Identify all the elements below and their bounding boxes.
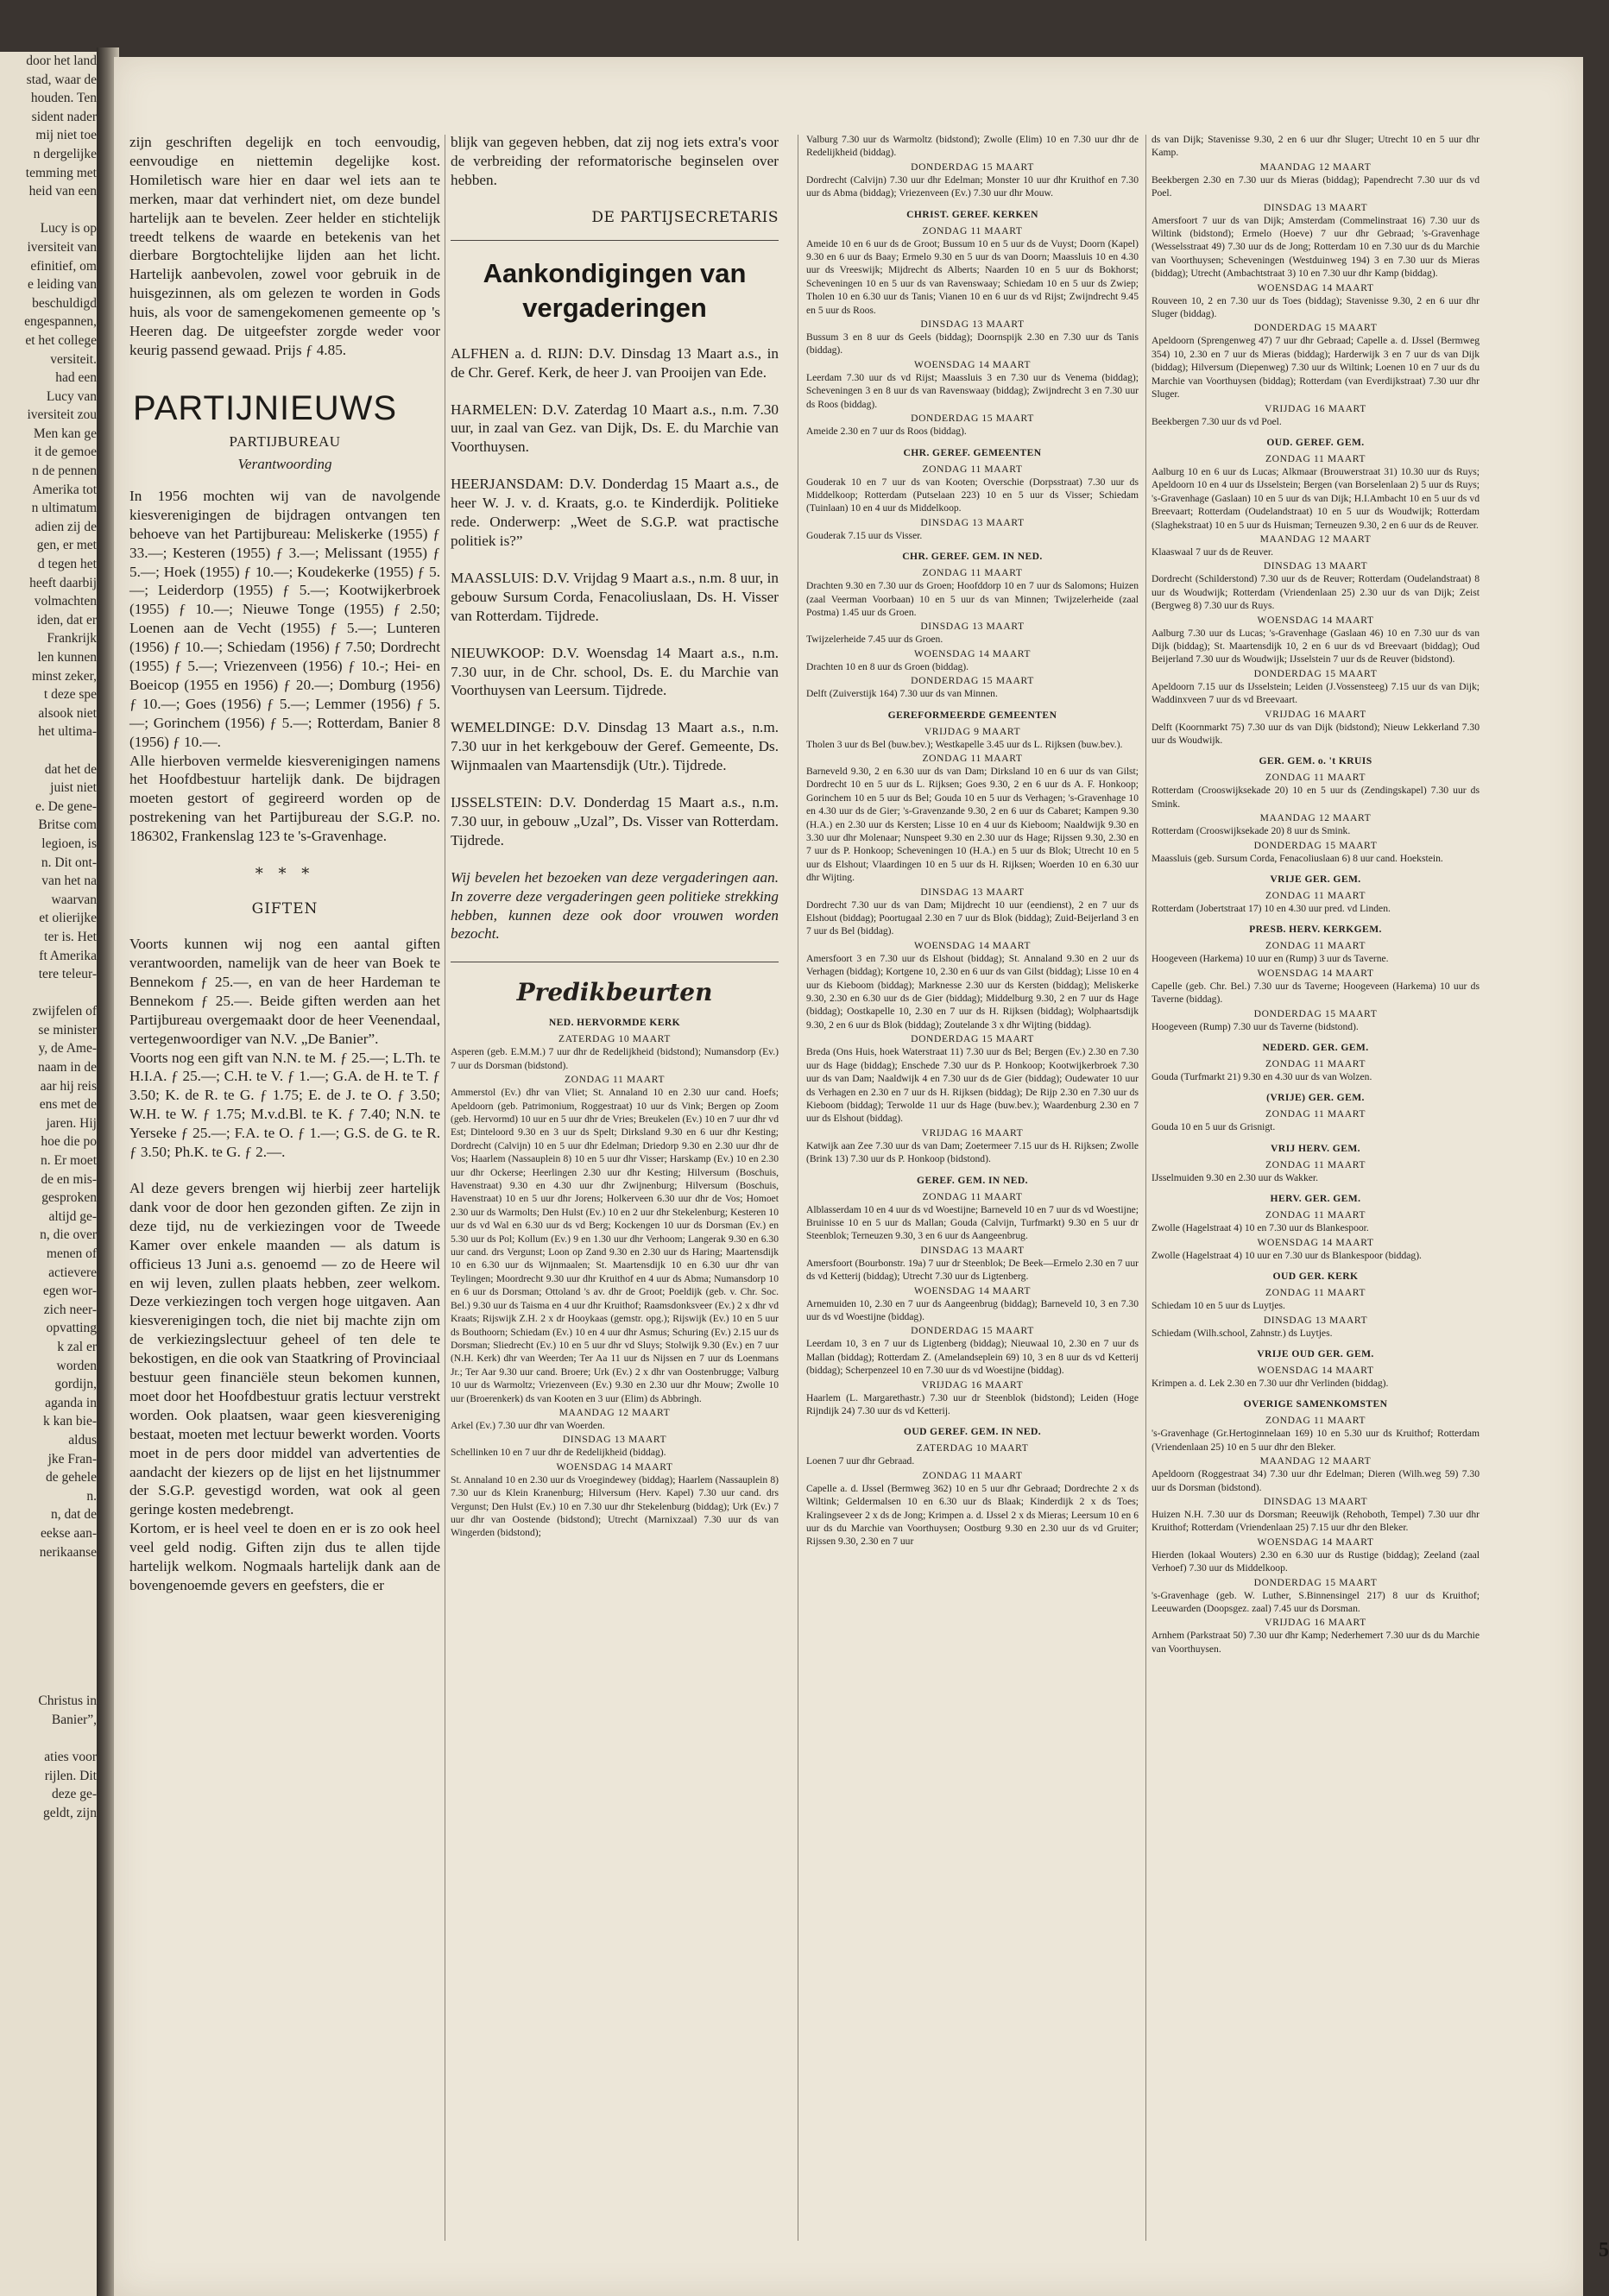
previous-page-line: zwijfelen of	[32, 1004, 97, 1019]
day-heading: MAANDAG 12 MAART	[1259, 161, 1372, 173]
day-heading: DINSDAG 13 MAART	[562, 1434, 667, 1446]
service-list: Dordrecht (Schilderstond) 7.30 uur ds de Reuver; Rotterdam (Oudelandstraat) 8 uur ds Woudwijk; Rotterdam (Vriendenlaan 25) 2.30 uur ds van Dijk; Zeist (Bergweg 8) 7.30 uur ds Ruys.	[1152, 573, 1480, 612]
previous-page-line: iversiteit van	[27, 239, 97, 255]
day-heading: ZONDAG 11 MAART	[922, 224, 1023, 237]
previous-page-line: naam in de	[37, 1060, 97, 1075]
previous-page-line: worden	[56, 1358, 97, 1373]
paragraph-gifts-2: Voorts nog een gift van N.N. te M. ƒ 25.—; L.Th. te H.I.A. ƒ 25.—; C.H. te V. ƒ 1.—; G.A. de H. te T. ƒ 3.50; K. de R. te G. ƒ 1.75; E. de J. te O. ƒ 3.50; W.H. te W. ƒ 1.75; M.v.d.Bl. te K. ƒ 7.40; N.N. te Yerseke ƒ 25.—; F.A. te O. ƒ 1.—; G.S. de G. te R. ƒ 3.50; Ph.K. te G. ƒ 2.—.	[129, 1049, 440, 1161]
previous-page-line: temming met	[25, 165, 97, 180]
previous-page-line: de en mis-	[41, 1171, 97, 1187]
service-list: Gouderak 7.15 uur ds Visser.	[806, 529, 923, 541]
day-heading: DINSDAG 13 MAART	[1263, 201, 1368, 213]
day-heading: WOENSDAG 14 MAART	[913, 358, 1032, 370]
day-heading: DONDERDAG 15 MAART	[911, 161, 1034, 173]
previous-page-line: aldus	[68, 1432, 97, 1448]
day-heading: ZONDAG 11 MAART	[922, 1190, 1023, 1202]
day-heading: ZONDAG 11 MAART	[1265, 1158, 1366, 1170]
day-heading: WOENSDAG 14 MAART	[1257, 1536, 1374, 1548]
service-list: Amersfoort 7 uur ds van Dijk; Amsterdam (Commelinstraat 16) 7.30 uur ds Wiltink (bidstond); Ermelo (Hoeve) 7 uur dhr Gebraad; 's-Gravenhage (Wesselsstraat 49) 7.30 uur ds de Jong; Rotterdam 10 en 7.30 uur ds du Marchie van Voorthuysen; Scheveningen (Westduinweg 194) 3 en 7.30 uur ds Mieras (biddag); Utrecht (Ambachtstraat 3) 10 en 7.30 uur dhr Kamp (biddag).	[1152, 214, 1480, 280]
day-heading: DINSDAG 13 MAART	[1263, 1495, 1368, 1507]
previous-page-line	[0, 1636, 102, 1655]
previous-page-line: legioen, is	[41, 836, 97, 851]
previous-page-line: t deze spe	[43, 687, 97, 703]
previous-page-line: e. De gene-	[35, 798, 97, 814]
service-list: Rotterdam (Jobertstraat 17) 10 en 4.30 uur pred. vd Linden.	[1152, 903, 1391, 915]
previous-page-line: heid van een	[28, 184, 97, 199]
previous-page-line: it de gemoe	[34, 445, 97, 460]
previous-page-line: n de pennen	[32, 464, 97, 479]
previous-page-line: alsook niet	[38, 705, 97, 721]
church-heading: NEDERD. GER. GEM.	[1262, 1042, 1369, 1054]
service-list: Dordrecht 7.30 uur ds van Dam; Mijdrecht 10 uur (eendienst), 2 en 7 uur ds Elshout (biddag); Poortugaal 2.30 en 7 uur ds Blok (biddag); Zuid-Beijerland 3 en 7 uur ds Bel (biddag).	[806, 899, 1139, 937]
service-list: Drachten 9.30 en 7.30 uur ds Groen; Hoofddorp 10 en 7 uur ds Salomons; Huizen (zaal Veerman Voorbaan) 10 en 5 uur ds van Minnen; Twijzelerheide (zaal Postma) 1.45 uur ds Groen.	[806, 580, 1139, 618]
previous-page-line: de gehele	[46, 1470, 97, 1485]
previous-page-line: ft Amerika	[39, 948, 97, 963]
previous-page-line: mij niet toe	[35, 128, 97, 143]
section-title-partijnieuws: PARTIJNIEUWS	[133, 388, 398, 427]
previous-page-line: actievere	[48, 1265, 97, 1280]
previous-page-line: se minister	[38, 1022, 97, 1038]
church-heading: GER. GEM. o. 't KRUIS	[1259, 755, 1372, 767]
previous-page-line: gesproken	[41, 1190, 97, 1206]
service-list: Hoogeveen (Harkema) 10 uur en (Rump) 3 uur ds Taverne.	[1152, 953, 1389, 965]
day-heading: DINSDAG 13 MAART	[920, 516, 1025, 528]
previous-page-line: Christus in	[38, 1694, 97, 1709]
previous-page-line	[0, 1580, 102, 1599]
previous-page-line: volmachten	[34, 594, 97, 609]
previous-page-line: opvatting	[46, 1321, 97, 1336]
previous-page-line: n ultimatum	[31, 501, 97, 516]
service-list: Haarlem (L. Margarethastr.) 7.30 uur dr Steenblok (bidstond); Leiden (Hoge Rijndijk 24) 7.30 uur ds vd Ketterij.	[806, 1391, 1139, 1416]
previous-page-line	[0, 741, 102, 760]
day-heading: DONDERDAG 15 MAART	[911, 1033, 1034, 1045]
day-heading: MAANDAG 12 MAART	[1259, 533, 1372, 545]
previous-page-line: ter is. Het	[44, 929, 97, 944]
day-heading: WOENSDAG 14 MAART	[1257, 967, 1374, 979]
previous-page-line: n, die over	[40, 1227, 97, 1243]
service-list: Amersfoort (Bourbonstr. 19a) 7 uur dr Steenblok; De Beek—Ermelo 2.30 en 7 uur ds vd Ketterij (biddag); Utrecht 7.30 uur ds Ligtenberg.	[806, 1257, 1139, 1283]
service-list: Barneveld 9.30, 2 en 6.30 uur ds van Dam; Dirksland 10 en 6 uur ds van Gilst; Dordrecht 10 en 5 uur ds L. Rijksen; Goes 9.30, 2 en 6 uur ds A. F. Honkoop; Gorinchem 10 en 5 uur ds Bel; Gouda 10 en 5 uur ds Verhagen; 's-Gravenhage 10 en 4.30 uur ds de Gier; 's-Gravenzande 9.30, 2 en 6 uur ds Cabaret; Kampen 9.30 (H.A.) en 2.30 uur ds Kersten; Lisse 10 en 4 uur ds Kieboom; Naaldwijk 9.30 en 3.30 uur dhr Molenaar; Nunspeet 9.30 en 2.30 uur ds Hage; Rijssen 9.30, 2.30 en 7 uur ds P. Honkoop; Scheveningen 10 (H.A.) en 5 uur ds Blok; Utrecht 10 en 5 uur ds Elshout; Vlaardingen 10 en 5 uur ds H. Rijksen; Woerden 10 en 6.30 uur dhr Wijting.	[806, 765, 1139, 884]
previous-page-line: houden. Ten	[30, 91, 97, 106]
service-list: Dordrecht (Calvijn) 7.30 uur dhr Edelman; Monster 10 uur dhr Kruithof en 7.30 uur ds Abma (biddag); Vriezenveen (Ev.) 7.30 uur dhr Mouw.	[806, 173, 1139, 199]
subheading-giften: GIFTEN	[251, 900, 319, 918]
previous-page-line: n, dat de	[51, 1507, 97, 1523]
previous-page-line: Amerika tot	[32, 482, 97, 497]
service-list: Zwolle (Hagelstraat 4) 10 uur en 7.30 uur ds Blankespoor (biddag).	[1152, 1249, 1422, 1261]
column-1	[129, 133, 440, 1595]
day-heading: DINSDAG 13 MAART	[920, 1244, 1025, 1256]
column-4	[1152, 133, 1480, 1656]
previous-page-line	[0, 201, 102, 220]
previous-page-line	[0, 1599, 102, 1618]
previous-page-line: menen of	[46, 1246, 97, 1261]
column-rule	[1145, 135, 1146, 2241]
previous-page-line: n dergelijke	[33, 146, 97, 161]
previous-page-line: gen, er met	[36, 538, 97, 553]
service-list: Gouderak 10 en 7 uur ds van Kooten; Overschie (Dorpsstraat) 7.30 uur ds Middelkoop; Rotterdam (Putselaan 223) 10 en 5 uur ds Visser; Schiedam (Tuinlaan) 10 en 4 uur ds Middelkoop.	[806, 476, 1139, 514]
announcement-item: NIEUWKOOP: D.V. Woensdag 14 Maart a.s., n.m. 7.30 uur, in de Chr. school, Ds. E. du Marchie van Voorthuysen van Leersum. Tijdrede.	[451, 644, 779, 699]
previous-page-line: Britse com	[38, 817, 97, 833]
announcement-item: ALFHEN a. d. RIJN: D.V. Dinsdag 13 Maart a.s., in de Chr. Geref. Kerk, de heer J. van Prooijen van Ede.	[451, 344, 779, 381]
day-heading: WOENSDAG 14 MAART	[913, 939, 1032, 951]
signature: DE PARTIJSECRETARIS	[591, 208, 779, 226]
paragraph-gifts-3: Al deze gevers brengen wij hierbij zeer hartelijk dank voor de door hen gezonden giften. Ze zijn in deze tijd, nu de verkiezingen voor de Tweede Kamer over enkele maanden — als datum is officieus 13 Juni a.s. genoemd — zo de Heere wil en wij leven, zullen plaats hebben, zeer welkom. Deze verkiezingen toch vergen hoge uitgaven. Aan kiesverenigingen toch, die niet bij machte zijn om de verkiezingslectuur geheel of ten dele te bekostigen, en die ook van Staatkring of Provinciaal bestuur geen financiële steun bekomen kunnen, moet door het Hoofdbestuur gratis lectuur verstrekt worden. Ook plaatsen, waar geen kiesvereniging bestaat, moeten met lectuur bewerkt worden. Voorts moet in de pers door middel van advertenties de aandacht der kiezers op de lijst en het lijstnummer der S.G.P. gevestigd worden, wat ook al geen geringe kosten medebrengt.	[129, 1179, 440, 1518]
announcement-item: HARMELEN: D.V. Zaterdag 10 Maart a.s., n.m. 7.30 uur, in zaal van Gez. van Dijk, Ds. E. du Marchie van Voorthuysen.	[451, 401, 779, 456]
day-heading: MAANDAG 12 MAART	[1259, 812, 1372, 824]
day-heading: DINSDAG 13 MAART	[920, 621, 1025, 633]
column-2	[451, 133, 779, 1540]
previous-page-line: e leiding van	[27, 277, 97, 293]
day-heading: ZONDAG 11 MAART	[922, 463, 1023, 475]
predikbeurten-title: Predikbeurten	[516, 978, 713, 1007]
announcement-item: WEMELDINGE: D.V. Dinsdag 13 Maart a.s., n.m. 7.30 uur in het kerkgebouw der Geref. Gemeente, Ds. Wijnmaalen van Maartensdijk (Utr.). Tijdrede.	[451, 719, 779, 774]
previous-page-line: sident nader	[31, 109, 97, 124]
previous-page-text	[0, 52, 102, 1822]
day-heading: ZONDAG 11 MAART	[564, 1074, 666, 1086]
previous-page-line: d tegen het	[37, 557, 97, 572]
service-list: Arnhem (Parkstraat 50) 7.30 uur dhr Kamp; Nederhemert 7.30 uur ds du Marchie van Voorthuysen.	[1152, 1630, 1480, 1655]
service-list: Rotterdam (Crooswijksekade 20) 8 uur ds Smink.	[1152, 825, 1351, 837]
day-heading: WOENSDAG 14 MAART	[1257, 281, 1374, 293]
previous-page-line: Men kan ge	[33, 426, 97, 441]
previous-page-line: iden, dat er	[36, 612, 97, 628]
previous-page-line	[0, 1729, 102, 1748]
service-list: Maassluis (geb. Sursum Corda, Fenacoliuslaan 6) 8 uur cand. Hoekstein.	[1152, 852, 1443, 864]
service-list: Gouda 10 en 5 uur ds Grisnigt.	[1152, 1121, 1276, 1133]
service-list: Bussum 3 en 8 uur ds Geels (biddag); Doornspijk 2.30 en 7.30 uur ds Tanis (biddag).	[806, 331, 1139, 356]
service-list: Beekbergen 7.30 uur ds vd Poel.	[1152, 415, 1282, 427]
previous-page-line: ens met de	[39, 1097, 97, 1113]
day-heading: VRIJDAG 16 MAART	[1265, 1617, 1366, 1629]
service-list: Gouda (Turfmarkt 21) 9.30 en 4.30 uur ds van Wolzen.	[1152, 1071, 1372, 1083]
church-heading: OUD GER. KERK	[1272, 1271, 1359, 1283]
previous-page-line: k zal er	[57, 1339, 97, 1354]
service-list: Breda (Ons Huis, hoek Waterstraat 11) 7.30 uur ds Bel; Bergen (Ev.) 2.30 en 7.30 uur ds Hage (biddag); Enschede 7.30 uur ds P. Honkoop; Kootwijkerbroek 7.30 uur ds van Dam; Naaldwijk 4 en 7.30 uur ds de Gier (biddag); Oudewater 10 uur ds Verhagen en 2.30 en 7 uur ds H. Rijksen (biddag); De Rijp 2.30 en 7.30 uur ds Kieboom (biddag); Terwolde 11 uur ds Hage (buw.bev.); Waardenburg 2.30 en 7 uur ds Elshout (biddag).	[806, 1046, 1139, 1125]
previous-page-line: eekse aan-	[41, 1525, 97, 1541]
asterism-divider: * * *	[255, 865, 315, 884]
day-heading: DINSDAG 13 MAART	[1263, 560, 1368, 572]
announcement-note: Wij bevelen het bezoeken van deze vergaderingen aan. In zoverre deze vergaderingen geen politieke strekking hebben, kunnen deze ook door vrouwen worden bezocht.	[451, 868, 779, 943]
previous-page-line: jke Fran-	[47, 1451, 97, 1467]
day-heading: ZONDAG 11 MAART	[1265, 1058, 1366, 1070]
church-heading: HERV. GER. GEM.	[1270, 1193, 1361, 1205]
previous-page-line	[0, 1655, 102, 1674]
announcement-item: MAASSLUIS: D.V. Vrijdag 9 Maart a.s., n.m. 8 uur, in gebouw Sursum Corda, Fenacoliuslaan, Ds. H. Visser van Rotterdam. Tijdrede.	[451, 569, 779, 624]
previous-page-line: n. Er moet	[41, 1153, 97, 1169]
service-list: Apeldoorn 7.15 uur ds IJsselstein; Leiden (J.Vossensteeg) 7.15 uur ds van Dijk; Waddinxveen 7 uur ds vd Breevaart.	[1152, 680, 1480, 706]
church-heading: NED. HERVORMDE KERK	[548, 1017, 681, 1029]
previous-page-line: n.	[86, 1488, 97, 1504]
day-heading: VRIJDAG 9 MAART	[924, 725, 1021, 737]
previous-page-line: heeft daarbij	[29, 575, 97, 590]
service-list: Capelle a. d. IJssel (Bermweg 362) 10 en 5 uur dhr Gebraad; Dordrechte 2 x ds Wiltink; Geldermalsen 10 en 6.30 uur ds Blaak; Kinderdijk 2 x ds Toes; Kralingseveer 2 x ds de Jong; Krimpen a. d. IJssel 2 x ds Mieras; Leersum 10 en 6 uur ds du Marchie van Voorthuysen; Oostburg 9.30 en 2.30 uur ds vd Gruiter; Rijssen 9.30, 2.30 en 7 uur	[806, 1482, 1139, 1548]
service-list: Rouveen 10, 2 en 7.30 uur ds Toes (biddag); Stavenisse 9.30, 2 en 6 uur dhr Sluger (biddag).	[1152, 294, 1480, 320]
previous-page-line: Lucy is op	[40, 221, 97, 237]
subheading-partijbureau: PARTIJBUREAU	[229, 432, 341, 450]
day-heading: DINSDAG 13 MAART	[1263, 1314, 1368, 1326]
previous-page-line: zich neer-	[43, 1302, 97, 1317]
service-list: Hoogeveen (Rump) 7.30 uur ds Taverne (bidstond).	[1152, 1020, 1359, 1032]
day-heading: ZONDAG 11 MAART	[1265, 890, 1366, 902]
service-list: Apeldoorn (Sprengenweg 47) 7 uur dhr Gebraad; Capelle a. d. IJssel (Bermweg 354) 10, 2.30 en 7 uur ds Mieras (biddag); Harderwijk 3 en 7 uur ds van Dijk (biddag); Hilversum (Diepenweg) 7.30 uur ds Wiltink; Loenen 10 en 7 uur ds du Marchie van Voorthuysen (biddag); Rotterdam (van Everdijkstraat) 7.30 uur dhr Sluger.	[1152, 335, 1480, 401]
church-heading: PRESB. HERV. KERKGEM.	[1249, 924, 1382, 936]
day-heading: VRIJDAG 16 MAART	[1265, 708, 1366, 720]
paragraph-gifts-4: Kortom, er is heel veel te doen en er is zo ook heel veel geld nodig. Giften zijn dus te allen tijde hartelijk welkom. Nogmaals hartelijk dank aan de bovengenoemde gevers en geefsters, die er	[129, 1520, 440, 1593]
previous-page-line: van het na	[41, 874, 97, 889]
day-heading: MAANDAG 12 MAART	[558, 1406, 671, 1418]
service-list: Schiedam 10 en 5 uur ds Luytjes.	[1152, 1300, 1285, 1312]
previous-page-line: Banier”,	[51, 1712, 97, 1727]
service-list: ds van Dijk; Stavenisse 9.30, 2 en 6 uur dhr Sluger; Utrecht 10 en 5 uur dhr Kamp.	[1152, 134, 1480, 159]
church-heading: OUD. GEREF. GEM.	[1266, 436, 1365, 448]
service-list: IJsselmuiden 9.30 en 2.30 uur ds Wakker.	[1152, 1171, 1319, 1183]
day-heading: WOENSDAG 14 MAART	[1257, 1236, 1374, 1248]
day-heading: DINSDAG 13 MAART	[920, 886, 1025, 898]
previous-page-line: jaren. Hij	[46, 1115, 97, 1131]
previous-page-line: geldt, zijn	[43, 1805, 97, 1820]
day-heading: ZONDAG 11 MAART	[1265, 940, 1366, 952]
day-heading: WOENSDAG 14 MAART	[556, 1460, 673, 1473]
day-heading: DONDERDAG 15 MAART	[911, 413, 1034, 425]
day-heading: WOENSDAG 14 MAART	[913, 1284, 1032, 1296]
service-list: Delft (Koornmarkt 75) 7.30 uur ds van Dijk (bidstond); Nieuw Lekkerland 7.30 uur ds Woudwijk.	[1152, 721, 1480, 746]
church-heading: VRIJ HERV. GEM.	[1271, 1142, 1360, 1154]
page-number: 5	[1599, 2239, 1609, 2261]
day-heading: VRIJDAG 16 MAART	[1265, 402, 1366, 414]
day-heading: DONDERDAG 15 MAART	[911, 1325, 1034, 1337]
service-list: Valburg 7.30 uur ds Warmoltz (bidstond); Zwolle (Elim) 10 en 7.30 uur dhr de Redelijkheid (biddag).	[806, 134, 1139, 159]
day-heading: DONDERDAG 15 MAART	[1253, 667, 1378, 679]
previous-page-line: adien zij de	[35, 519, 97, 534]
service-list: Ameide 2.30 en 7 uur ds Roos (biddag).	[806, 426, 967, 438]
day-heading: WOENSDAG 14 MAART	[1257, 1364, 1374, 1376]
service-list: Hierden (lokaal Wouters) 2.30 en 6.30 uur ds Rustige (biddag); Zeeland (zaal Verhoef) 7.30 uur ds Middelkoop.	[1152, 1549, 1480, 1574]
church-heading: GEREF. GEM. IN NED.	[917, 1174, 1028, 1186]
previous-page-line: egen wor-	[42, 1284, 97, 1299]
service-list: Alblasserdam 10 en 4 uur ds vd Woestijne; Barneveld 10 en 7 uur ds vd Woestijne; Bruinisse 10 en 5 uur ds Mallan; Gouda (Calvijn, Turfmarkt) 9.30 en 5 uur dr Steenblok; Terneuzen 9.30, 3 en 6 uur ds Aangeenbrug.	[806, 1203, 1139, 1242]
day-heading: DONDERDAG 15 MAART	[1253, 322, 1378, 334]
church-heading: CHR. GEREF. GEMEENTEN	[903, 446, 1042, 458]
service-list: Apeldoorn (Roggestraat 34) 7.30 uur dhr Edelman; Dieren (Wilh.weg 59) 7.30 uur ds Dorsman (bidstond).	[1152, 1468, 1480, 1493]
day-heading: ZONDAG 11 MAART	[1265, 1108, 1366, 1120]
church-heading: OVERIGE SAMENKOMSTEN	[1243, 1398, 1388, 1410]
previous-page-line: juist niet	[50, 780, 97, 796]
previous-page-line: Lucy van	[46, 388, 97, 404]
service-list: Asperen (geb. E.M.M.) 7 uur dhr de Redelijkheid (bidstond); Numansdorp (Ev.) 7 uur ds Dorsman (bidstond).	[451, 1046, 779, 1071]
subheading-verantwoording: Verantwoording	[237, 455, 332, 472]
day-heading: ZONDAG 11 MAART	[922, 1469, 1023, 1481]
previous-page-line: n. Dit ont-	[41, 855, 97, 870]
page	[114, 57, 1609, 2296]
previous-page-line	[0, 1618, 102, 1637]
previous-page-line: rijlen. Dit	[44, 1768, 97, 1783]
service-list: Aalburg 7.30 uur ds Lucas; 's-Gravenhage (Gaslaan 46) 10 en 7.30 uur ds van Dijk (biddag); St. Maartensdijk 10, 2 en 6 uur ds vd Breevaart (biddag); Oud Beijerland 7.30 uur ds Woudwijk; IJsselstein 7 uur ds de Reuver (bidstond).	[1152, 627, 1480, 665]
service-list: Arnemuiden 10, 2.30 en 7 uur ds Aangeenbrug (biddag); Barneveld 10, 3 en 7.30 uur ds vd Woestijne (biddag).	[806, 1297, 1139, 1322]
service-list: Ammerstol (Ev.) dhr van Vliet; St. Annaland 10 en 2.30 uur cand. Hoefs; Apeldoorn (geb. Patrimonium, Roggestraat) 10 uur ds Vink; Bergen op Zoom (geb. Hervormd) 10 uur en 5 uur dhr de Vries; Breukelen (Ev.) 10 en 7 uur dhr vd Est; Dinteloord 9.30 en 3 uur ds Spelt; Dirksland 9.30 en 6 uur dhr Kesting; Dordrecht (Calvijn) 10 en 5 uur dhr Edelman; Driedorp 9.30 en 2.30 uur dhr de Vos; Haarlem (Nassauplein 8) 10 en 5 uur dhr Visser; Harskamp (Ev.) 10 en 2.30 uur dhr Ockerse; Heerlingen 2.30 uur dhr Kesting; Hilversum (Boschuis, Havenstraat) 9.30 en 4.30 uur dhr Zwijnenburg; Hilversum (Boschuis, Havenstraat) 10 en 5 uur dhr Jorens; Holkerveen 6.30 uur dhr de Vos; Homoet 2.30 uur ds Warmolts; Den Hulst (Ev.) 10 en 2 uur dhr Stekelenburg; Kesteren 10 uur ds vd Wal en 6.30 uur ds vd Berg; Kockengen 10 uur ds Dorsman (Ev.) en 5.30 uur ds Pol; Kollum (Ev.) 9 en 1.30 uur dhr Verhoom; Langerak 9.30 en 6.30 uur cand. drs Vergunst; Loon op Zand 9.30 en 2.30 uur ds Haring; Maartensdijk 10 en 6.30 uur ds Wijnmaalen; St. Maartensdijk 10 en 6.30 uur dhr van Teylingen; Moordrecht 9.30 uur dhr Kruithof en 4 uur ds Abma; Numansdorp 10 en 6 uur ds Dorsman; Ottoland 's av. dhr de Groot; Poeldijk (geb. v. Chr. Soc. Bel.) 9.30 uur ds Taisma en 4 uur dhr Kruithof; Raamsdonksveer (Ev.) 2 x dhr vd Kraats; Rijswijk Z.H. 2 x dr Hooykaas (gemstr. opg.); Rijswijk (Ev.) 10 en 5 uur ds Bouthoorn; Schiedam (Ev.) 10 en 4 uur dhr Asmus; Schuring (Ev.) 2.15 uur ds Dorsman; Sliedrecht (Ev.) 10 en 5 uur dhr vd Sluys; Stolwijk 9.30 (Ev.) en 7 uur (N.H. Kerk) dhr van Weerden; Ter Aa 11 uur ds Nijssen en 7 uur ds Loenmans Jr.; Ter Aar 9.30 uur cand. Broere; Urk (Ev.) 2 x dhr van Oostenbrugge; Valburg 10 uur ds Warmoltz; Vriezenveen (Ev.) 9.30 en 2.30 uur dhr Mouw; Zwolle 10 uur (Broerenkerk) ds van Kooten en 3 uur (Elim) ds Abbringh.	[451, 1087, 779, 1404]
divider	[451, 240, 779, 241]
previous-page-line: waarvan	[51, 892, 97, 907]
church-heading: GEREFORMEERDE GEMEENTEN	[887, 709, 1057, 721]
day-heading: DINSDAG 13 MAART	[920, 319, 1025, 331]
service-list: Klaaswaal 7 uur ds de Reuver.	[1152, 546, 1274, 558]
previous-page-line: minst zeker,	[31, 668, 97, 684]
continued-text: blijk van gegeven hebben, dat zij nog iets extra's voor de verbreiding der reformatorische beginselen over hebben.	[451, 134, 779, 188]
day-heading: ZONDAG 11 MAART	[922, 752, 1023, 764]
day-heading: ZONDAG 11 MAART	[922, 567, 1023, 579]
previous-page-line: hoe die po	[41, 1134, 97, 1150]
previous-page-line: stad, waar de	[26, 72, 97, 87]
previous-page-line: dat het de	[44, 761, 97, 777]
day-heading: ZONDAG 11 MAART	[1265, 1209, 1366, 1221]
day-heading: ZONDAG 11 MAART	[1265, 1415, 1366, 1427]
service-list: Arkel (Ev.) 7.30 uur dhr van Woerden.	[451, 1419, 605, 1431]
service-list: Twijzelerheide 7.45 uur ds Groen.	[806, 634, 943, 646]
announcement-item: IJSSELSTEIN: D.V. Donderdag 15 Maart a.s., n.m. 7.30 uur, in gebouw „Uzal”, Ds. Visser van Rotterdam. Tijdrede.	[451, 794, 779, 848]
previous-page-line: nerikaanse	[39, 1544, 97, 1560]
previous-page-line: het ultima-	[38, 724, 97, 740]
service-list: Tholen 3 uur ds Bel (buw.bev.); Westkapelle 3.45 uur ds L. Rijksen (buw.bev.).	[806, 738, 1123, 750]
paragraph-thanks: Alle hierboven vermelde kiesverenigingen namens het Hoofdbestuur hartelijk dank. De bijdragen moeten gestort of gegireerd worden op de postrekening van het Partijbureau der S.G.P. no. 186302, Frankenslag 123 te 's-Gravenhage.	[129, 752, 440, 845]
day-heading: ZATERDAG 10 MAART	[916, 1442, 1029, 1454]
church-heading: (VRIJE) GER. GEM.	[1266, 1092, 1365, 1104]
announcements-title: Aankondigingen van vergaderingen	[483, 257, 747, 323]
column-3	[806, 133, 1139, 1549]
service-list: Leerdam 7.30 uur ds vd Rijst; Maassluis 3 en 7.30 uur ds Venema (biddag); Scheveningen 3 en 8 uur ds van Ravenswaay (biddag); Zwijndrecht 3 en 7.30 uur ds Roos (biddag).	[806, 371, 1139, 410]
service-list: Katwijk aan Zee 7.30 uur ds van Dam; Zoetermeer 7.15 uur ds H. Rijksen; Zwolle (Brink 13) 7.30 uur ds P. Honkoop (bidstond).	[806, 1139, 1139, 1165]
previous-page-line: altijd ge-	[48, 1208, 97, 1224]
service-list: Zwolle (Hagelstraat 4) 10 en 7.30 uur ds Blankespoor.	[1152, 1222, 1369, 1234]
service-list: Drachten 10 en 8 uur ds Groen (biddag).	[806, 660, 969, 672]
service-list: Amersfoort 3 en 7.30 uur ds Elshout (biddag); St. Annaland 9.30 en 2 uur ds Verhagen (biddag); Kortgene 10, 2.30 en 6 uur ds van Gilst (biddag); Lisse 10 en 4 uur ds Kieboom (biddag); Marknesse 2.30 uur ds Kersten (biddag); Meliskerke 9.30, 2.30 en 6.30 uur ds de Gier (biddag); Middelburg 9.30, 2 en 7 uur ds Hage (biddag); Oostkapelle 10, 2.30 en 7 uur ds H. Rijksen (biddag); Wolphaartsdijk 9.30, 2 en 6 uur ds Blok (biddag); Zoutelande 3 x dhr Wijting (biddag).	[806, 952, 1139, 1031]
day-heading: ZONDAG 11 MAART	[1265, 1287, 1366, 1299]
service-list: Loenen 7 uur dhr Gebraad.	[806, 1455, 915, 1467]
service-list: Schellinken 10 en 7 uur dhr de Redelijkheid (biddag).	[451, 1447, 666, 1459]
service-list: Delft (Zuiverstijk 164) 7.30 uur ds van Minnen.	[806, 688, 998, 700]
announcement-item: HEERJANSDAM: D.V. Donderdag 15 Maart a.s., de heer W. J. v. d. Kraats, g.o. te Kinderdijk. Politieke rede. Onderwerp: „Weet de S.G.P. wat practische politiek is?”	[451, 476, 779, 549]
previous-page-line: aties voor	[44, 1750, 97, 1765]
day-heading: DONDERDAG 15 MAART	[1253, 839, 1378, 851]
church-heading: OUD GEREF. GEM. IN NED.	[903, 1426, 1042, 1438]
service-list: Huizen N.H. 7.30 uur ds Dorsman; Reeuwijk (Rehoboth, Tempel) 7.30 uur dhr Kruithof; Rotterdam (Vriendenlaan 25) 7.15 uur dhr den Bleker.	[1152, 1508, 1480, 1534]
previous-page-line: deze ge-	[51, 1787, 97, 1802]
previous-page-line: aar hij reis	[40, 1078, 97, 1094]
service-list: Ameide 10 en 6 uur ds de Groot; Bussum 10 en 5 uur ds de Vuyst; Doorn (Kapel) 9.30 en 6 uur ds Baay; Ermelo 9.30 en 5 uur ds van Doorn; Maassluis 10 en 4.30 uur ds Vreeswijk; Mijdrecht ds Alberts; Naarden 10 en 5 uur ds Bokhorst; Scheveningen 10 en 5 uur ds van Ravenswaay; Schiedam 10 en 5 uur ds Zwiep; Tholen 10 en 6.30 uur ds Tanis; Vianen 10 en 6 uur ds vd Rijst; Zwijndrecht 9.45 en 5 uur ds Roos.	[806, 237, 1139, 316]
church-heading: VRIJE GER. GEM.	[1270, 874, 1361, 886]
day-heading: DONDERDAG 15 MAART	[911, 675, 1034, 687]
previous-page-line: y, de Ame-	[38, 1041, 97, 1057]
previous-page-line	[0, 984, 102, 1003]
previous-page-line: versiteit.	[50, 351, 97, 367]
service-list: Capelle (geb. Chr. Bel.) 7.30 uur ds Taverne; Hoogeveen (Harkema) 10 uur ds Taverne (biddag).	[1152, 980, 1480, 1006]
previous-page-line: k kan bie-	[43, 1414, 97, 1429]
previous-page-line: had een	[55, 370, 97, 386]
church-heading: VRIJE OUD GER. GEM.	[1257, 1347, 1374, 1359]
previous-page-line: beschuldigd	[32, 295, 97, 311]
previous-page-edge	[0, 52, 102, 2296]
previous-page-line: aganda in	[45, 1395, 97, 1410]
day-heading: VRIJDAG 16 MAART	[921, 1126, 1024, 1139]
service-list: 's-Gravenhage (Gr.Hertoginnelaan 169) 10 en 5.30 uur ds Kruithof; Rotterdam (Vriendenlaan 25) 10 en 5 uur dhr den Bleker.	[1152, 1428, 1480, 1453]
previous-page-line: len kunnen	[37, 650, 97, 665]
previous-page-line: et olierijke	[39, 911, 97, 926]
service-list: Beekbergen 2.30 en 7.30 uur ds Mieras (biddag); Papendrecht 7.30 uur ds vd Poel.	[1152, 173, 1480, 199]
book-review-text: zijn geschriften degelijk en toch eenvoudig, eenvoudige en niettemin degelijke kost. Homiletisch ware hier en daar wel iets aan te merken, maar dat verhindert niet, om deze bundel hartelijk aan te bevelen. Zeer helder en stichtelijk treedt telkens de waarde en betekenis van het dierbare Borgtochtelijke lijden aan het licht. Hartelijk aanbevolen, zowel voor gebruik in de huisgezinnen, als om gelezen te worden in Gods huis, als voor de samengekomenen gemeente op 's Heeren dag. De uitgeefster zorgde weder voor keurig passend gewaad. Prijs ƒ 4.85.	[129, 134, 440, 358]
previous-page-line: tere teleur-	[38, 967, 97, 982]
day-heading: WOENSDAG 14 MAART	[913, 647, 1032, 659]
previous-page-line	[0, 1674, 102, 1693]
previous-page-line: engespannen,	[24, 314, 97, 330]
service-list: 's-Gravenhage (geb. W. Luther, S.Binnensingel 217) 8 uur ds Kruithof; Leeuwarden (Doopsgez. zaal) 7.45 uur ds Dorsman.	[1152, 1589, 1480, 1614]
service-list: Rotterdam (Crooswijksekade 20) 10 en 5 uur ds (Zendingskapel) 7.30 uur ds Smink.	[1152, 785, 1480, 810]
day-heading: MAANDAG 12 MAART	[1259, 1455, 1372, 1467]
day-heading: ZATERDAG 10 MAART	[558, 1033, 671, 1045]
service-list: Krimpen a. d. Lek 2.30 en 7.30 uur dhr Verlinden (biddag).	[1152, 1377, 1389, 1389]
day-heading: DONDERDAG 15 MAART	[1253, 1007, 1378, 1019]
day-heading: VRIJDAG 16 MAART	[921, 1378, 1024, 1391]
previous-page-line	[0, 1561, 102, 1580]
day-heading: DONDERDAG 15 MAART	[1253, 1576, 1378, 1588]
day-heading: WOENSDAG 14 MAART	[1257, 614, 1374, 626]
paragraph-contributions: In 1956 mochten wij van de navolgende kiesverenigingen de bijdragen ontvangen ten behoeve van het Partijbureau: Meliskerke (1955) ƒ 33.—; Kesteren (1955) ƒ 3.—; Melissant (1955) ƒ 5.—; Hoek (1955) ƒ 10.—; Koudekerke (1955) ƒ 5.—; Leiderdorp (1955) ƒ 5.—; Kootwijkerbroek (1955) ƒ 10.—; Nieuwe Tonge (1955) ƒ 2.50; Loenen aan de Vecht (1955) ƒ 5.—; Lunteren (1956) ƒ 10.—; Schiedam (1956) ƒ 7.50; Dordrecht (1955) ƒ 5.—; Vriezenveen (1956) ƒ 10.-; Hei- en Boeicop (1955 en 1956) ƒ 20.—; Domburg (1956) ƒ 10.—; Goes (1956) ƒ 5.—; Lemmer (1956) ƒ 5.—; Gorinchem (1956) ƒ 5.—; Rotterdam, Banier 8 (1956) ƒ 10.—.	[129, 487, 440, 750]
previous-page-line: door het land	[26, 54, 97, 68]
church-heading: CHR. GEREF. GEM. IN NED.	[902, 551, 1043, 563]
day-heading: ZONDAG 11 MAART	[1265, 772, 1366, 784]
service-list: Schiedam (Wilh.school, Zahnstr.) ds Luytjes.	[1152, 1327, 1333, 1339]
service-list: Leerdam 10, 3 en 7 uur ds Ligtenberg (biddag); Nieuwaal 10, 2.30 en 7 uur ds Mallan (biddag); Rotterdam Z. (Amelandseplein 69) 10, 3 en 8 uur ds vd Ketterij (biddag); Scherpenzeel 10 en 7.30 uur ds vd Woestijne (biddag).	[806, 1338, 1139, 1377]
previous-page-line: gordijn,	[54, 1377, 97, 1392]
service-list: St. Annaland 10 en 2.30 uur ds Vroegindewey (biddag); Haarlem (Nassauplein 8) 7.30 uur ds Klein Kranenburg; Hilversum (Herv. Kapel) 7.30 uur cand. drs Vergunst; Den Hulst (Ev.) 10 en 7.30 uur dhr Stekelenburg (biddag); Urk (Ev.) 7 uur dhr van Oostende (bidstond); Utrecht (Marnixzaal) 7.30 uur ds van Wingerden (bidstond);	[451, 1473, 779, 1539]
previous-page-line: efinitief, om	[30, 258, 97, 274]
previous-page-line: et het college	[25, 332, 97, 348]
church-heading: CHRIST. GEREF. KERKEN	[906, 208, 1038, 220]
previous-page-line: Frankrijk	[47, 631, 97, 647]
paragraph-gifts-1: Voorts kunnen wij nog een aantal giften verantwoorden, namelijk van de heer van Boek te Bennekom ƒ 25.—, en van de heer Hardeman te Bennekom ƒ 25.—. Beide giften werden aan het Partijbureau overgemaakt door de heer Veenendaal, vertegenwoordiger van N.V. „De Banier”.	[129, 936, 440, 1047]
announcement-list	[451, 344, 779, 850]
day-heading: ZONDAG 11 MAART	[1265, 452, 1366, 464]
service-list: Aalburg 10 en 6 uur ds Lucas; Alkmaar (Brouwerstraat 31) 10.30 uur ds Ruys; Apeldoorn 10 en 4 uur ds IJsselstein; Bergen (van Borselenlaan 2) 5 uur ds Ruys; 's-Gravenhage (Gaslaan) 10 en 5 uur ds van Dijk; H.I.Ambacht 10 en 5 uur ds vd Breevaart; Rotterdam (Oudelandstraat) 10 en 5 uur ds Woudwijk; Rotterdam (Slaghekstraat) 10 en 5 uur ds Huisman; Terneuzen 9.30, 2 en 6 uur ds de Reuver.	[1152, 465, 1480, 531]
previous-page-line: iversiteit zou	[27, 407, 97, 423]
